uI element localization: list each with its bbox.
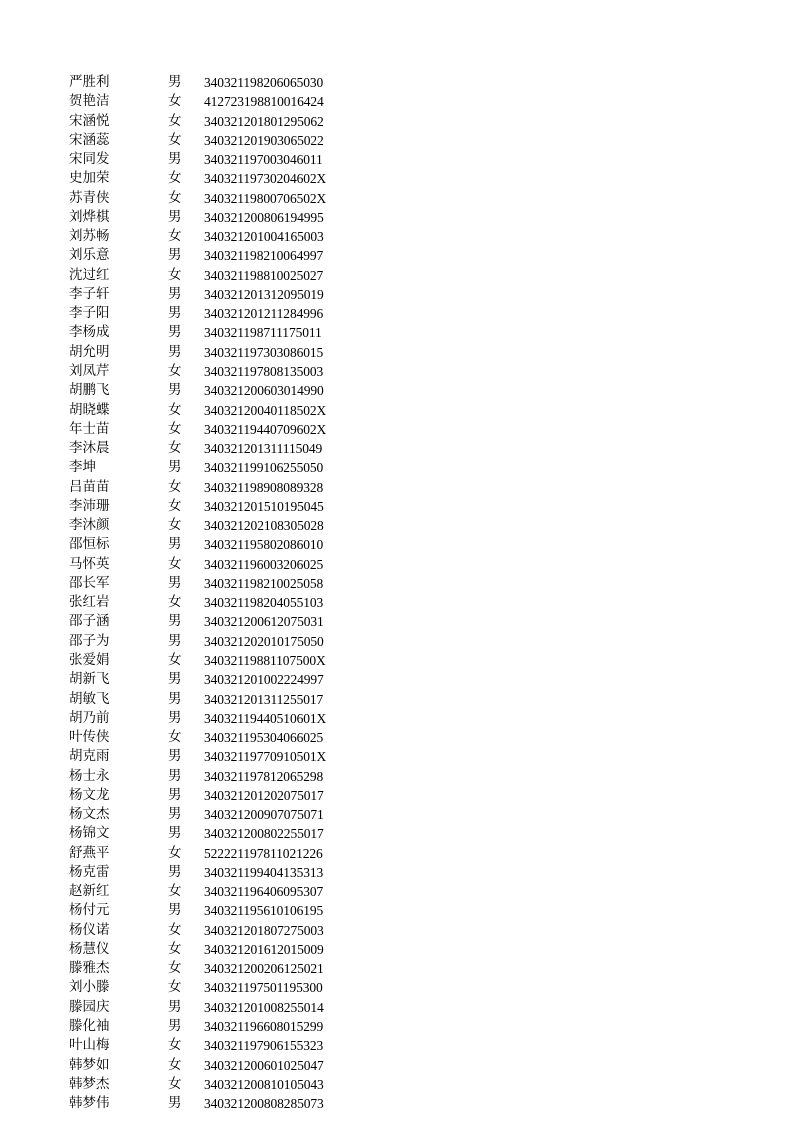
table-row <box>69 921 369 940</box>
name-cell: 杨仪诺 <box>69 921 110 938</box>
table-row <box>69 651 369 670</box>
id-number-cell: 340321201311115049 <box>204 441 323 457</box>
table-row <box>69 901 369 920</box>
gender-cell: 男 <box>168 709 182 726</box>
id-number-cell: 340321200802255017 <box>204 826 324 842</box>
table-row <box>69 73 369 92</box>
table-row <box>69 998 369 1017</box>
name-cell: 史加荣 <box>69 170 110 187</box>
gender-cell: 女 <box>168 555 182 572</box>
table-row <box>69 208 369 227</box>
name-cell: 刘小滕 <box>69 979 110 996</box>
table-row <box>69 940 369 959</box>
name-cell: 邵子涵 <box>69 613 110 630</box>
id-number-cell: 340321196406095307 <box>204 884 324 900</box>
id-number-cell: 340321202108305028 <box>204 518 324 534</box>
id-number-cell: 340321201002224997 <box>204 672 324 688</box>
name-cell: 邵子为 <box>69 632 110 649</box>
name-cell: 宋涵悦 <box>69 112 110 129</box>
name-cell: 韩梦杰 <box>69 1075 110 1092</box>
name-cell: 杨锦文 <box>69 825 110 842</box>
id-number-cell: 412723198810016424 <box>204 94 324 110</box>
name-cell: 沈过红 <box>69 266 110 283</box>
gender-cell: 女 <box>168 440 182 457</box>
table-row <box>69 285 369 304</box>
id-number-cell: 340321201202075017 <box>204 787 324 803</box>
name-cell: 张红岩 <box>69 594 110 611</box>
name-cell: 杨慧仪 <box>69 940 110 957</box>
table-row <box>69 824 369 843</box>
id-number-cell: 34032119440709602X <box>204 421 327 437</box>
name-cell: 严胜利 <box>69 74 110 90</box>
name-cell: 滕园庆 <box>69 998 110 1015</box>
gender-cell: 男 <box>168 382 182 399</box>
gender-cell: 男 <box>168 613 182 630</box>
table-row <box>69 978 369 997</box>
name-cell: 韩梦如 <box>69 1056 110 1073</box>
gender-cell: 男 <box>168 343 182 360</box>
id-number-cell: 34032119770910501X <box>204 749 327 765</box>
name-cell: 胡晓蝶 <box>69 401 110 418</box>
table-row <box>69 227 369 246</box>
table-row <box>69 1036 369 1055</box>
name-cell: 李沐晨 <box>69 440 110 457</box>
name-cell: 邵长军 <box>69 574 110 591</box>
name-cell: 胡新飞 <box>69 671 110 688</box>
table-row <box>69 747 369 766</box>
table-row <box>69 131 369 150</box>
gender-cell: 女 <box>168 979 182 996</box>
table-row <box>69 882 369 901</box>
table-row <box>69 189 369 208</box>
gender-cell: 女 <box>168 401 182 418</box>
gender-cell: 男 <box>168 825 182 842</box>
table-row <box>69 535 369 554</box>
table-row <box>69 323 369 342</box>
gender-cell: 女 <box>168 940 182 957</box>
gender-cell: 男 <box>168 748 182 765</box>
name-cell: 李子阳 <box>69 305 110 322</box>
id-number-cell: 340321196003206025 <box>204 556 324 572</box>
name-cell: 贺艳洁 <box>69 93 110 110</box>
id-number-cell: 340321200206125021 <box>204 961 324 977</box>
table-row <box>69 478 369 497</box>
name-cell: 叶山梅 <box>69 1037 110 1054</box>
gender-cell: 男 <box>168 632 182 649</box>
table-row <box>69 555 369 574</box>
name-cell: 吕苗苗 <box>69 478 110 495</box>
gender-cell: 男 <box>168 690 182 707</box>
table-row <box>69 574 369 593</box>
gender-cell: 女 <box>168 112 182 129</box>
name-cell: 李杨成 <box>69 324 110 341</box>
gender-cell: 男 <box>168 1095 182 1112</box>
id-number-cell: 340321201311255017 <box>204 691 324 707</box>
gender-cell: 女 <box>168 1075 182 1092</box>
name-cell: 杨文龙 <box>69 786 110 803</box>
name-cell: 韩梦伟 <box>69 1095 110 1112</box>
table-row <box>69 150 369 169</box>
gender-cell: 女 <box>168 1056 182 1073</box>
id-number-cell: 340321197808135003 <box>204 363 324 379</box>
name-cell: 杨克雷 <box>69 863 110 880</box>
gender-cell: 男 <box>168 786 182 803</box>
gender-cell: 女 <box>168 266 182 283</box>
gender-cell: 男 <box>168 208 182 225</box>
table-row <box>69 1017 369 1036</box>
gender-cell: 女 <box>168 960 182 977</box>
id-number-cell: 340321197003046011 <box>204 152 323 168</box>
id-number-cell: 340321195304066025 <box>204 730 324 746</box>
gender-cell: 男 <box>168 767 182 784</box>
gender-cell: 男 <box>168 285 182 302</box>
id-number-cell: 522221197811021226 <box>204 845 323 861</box>
table-row <box>69 844 369 863</box>
table-row <box>69 497 369 516</box>
name-cell: 叶传侠 <box>69 729 110 746</box>
id-number-cell: 340321195802086010 <box>204 537 324 553</box>
table-row <box>69 690 369 709</box>
name-cell: 张爱娟 <box>69 651 110 668</box>
id-number-cell: 340321201211284996 <box>204 306 324 322</box>
id-number-cell: 340321198204055103 <box>204 595 324 611</box>
table-row <box>69 593 369 612</box>
table-row <box>69 670 369 689</box>
gender-cell: 女 <box>168 517 182 534</box>
id-number-cell: 340321197303086015 <box>204 344 324 360</box>
gender-cell: 男 <box>168 151 182 168</box>
name-cell: 年士苗 <box>69 420 110 437</box>
table-row <box>69 728 369 747</box>
table-row <box>69 401 369 420</box>
table-row <box>69 246 369 265</box>
gender-cell: 男 <box>168 536 182 553</box>
id-number-cell: 340321200601025047 <box>204 1057 324 1073</box>
id-number-cell: 340321201612015009 <box>204 941 324 957</box>
id-number-cell: 340321201312095019 <box>204 286 324 302</box>
table-row <box>69 709 369 728</box>
table-row <box>69 381 369 400</box>
table-row <box>69 863 369 882</box>
name-cell: 刘苏畅 <box>69 228 110 245</box>
id-number-cell: 340321201008255014 <box>204 999 324 1015</box>
id-number-cell: 340321201510195045 <box>204 498 324 514</box>
name-cell: 杨付元 <box>69 902 110 919</box>
table-row <box>69 169 369 188</box>
id-number-cell: 340321198810025027 <box>204 267 324 283</box>
id-number-cell: 340321198711175011 <box>204 325 322 341</box>
gender-cell: 女 <box>168 478 182 495</box>
gender-cell: 男 <box>168 459 182 476</box>
table-row <box>69 439 369 458</box>
id-number-cell: 340321200603014990 <box>204 383 324 399</box>
gender-cell: 女 <box>168 921 182 938</box>
gender-cell: 女 <box>168 189 182 206</box>
id-number-cell: 340321200612075031 <box>204 614 324 630</box>
gender-cell: 男 <box>168 74 182 90</box>
gender-cell: 女 <box>168 228 182 245</box>
gender-cell: 女 <box>168 1037 182 1054</box>
name-cell: 滕雅杰 <box>69 960 110 977</box>
table-row <box>69 959 369 978</box>
id-number-cell: 340321197812065298 <box>204 768 324 784</box>
id-number-cell: 340321201801295062 <box>204 113 324 129</box>
gender-cell: 女 <box>168 170 182 187</box>
id-number-cell: 34032119730204602X <box>204 171 327 187</box>
table-row <box>69 92 369 111</box>
table-row <box>69 304 369 323</box>
id-number-cell: 340321199404135313 <box>204 864 324 880</box>
name-cell: 邵恒标 <box>69 536 110 553</box>
id-number-cell: 340321200808285073 <box>204 1096 324 1112</box>
name-cell: 胡乃前 <box>69 709 110 726</box>
name-cell: 刘凤芹 <box>69 362 110 379</box>
name-cell: 杨士永 <box>69 767 110 784</box>
name-cell: 胡允明 <box>69 343 110 360</box>
table-row <box>69 266 369 285</box>
name-cell: 胡鹏飞 <box>69 382 110 399</box>
id-number-cell: 340321200810105043 <box>204 1076 324 1092</box>
gender-cell: 男 <box>168 324 182 341</box>
id-number-cell: 340321198210025058 <box>204 575 324 591</box>
gender-cell: 男 <box>168 863 182 880</box>
table-row <box>69 612 369 631</box>
table-row <box>69 420 369 439</box>
name-cell: 赵新红 <box>69 883 110 900</box>
name-cell: 李沐颜 <box>69 517 110 534</box>
gender-cell: 男 <box>168 1018 182 1035</box>
name-cell: 杨文杰 <box>69 806 110 823</box>
table-row <box>69 805 369 824</box>
id-number-cell: 340321196608015299 <box>204 1019 324 1035</box>
gender-cell: 女 <box>168 497 182 514</box>
table-row <box>69 112 369 131</box>
id-number-cell: 340321198206065030 <box>204 75 324 90</box>
table-row <box>69 362 369 381</box>
gender-cell: 女 <box>168 883 182 900</box>
id-number-cell: 340321195610106195 <box>204 903 324 919</box>
gender-cell: 男 <box>168 247 182 264</box>
gender-cell: 女 <box>168 93 182 110</box>
name-cell: 苏青侠 <box>69 189 110 206</box>
gender-cell: 女 <box>168 362 182 379</box>
name-cell: 宋涵蕊 <box>69 131 110 148</box>
name-cell: 宋同发 <box>69 151 110 168</box>
table-row <box>69 343 369 362</box>
gender-cell: 男 <box>168 671 182 688</box>
id-number-cell: 340321200907075071 <box>204 807 324 823</box>
gender-cell: 男 <box>168 305 182 322</box>
name-cell: 滕化袖 <box>69 1018 110 1035</box>
name-cell: 胡克雨 <box>69 748 110 765</box>
gender-cell: 女 <box>168 594 182 611</box>
name-cell: 李沛珊 <box>69 497 110 514</box>
name-cell: 胡敏飞 <box>69 690 110 707</box>
table-row <box>69 632 369 651</box>
name-cell: 李子轩 <box>69 285 110 302</box>
table-row <box>69 786 369 805</box>
name-cell: 刘烨棋 <box>69 208 110 225</box>
table-row <box>69 1056 369 1075</box>
table-row <box>69 516 369 535</box>
id-number-cell: 340321201807275003 <box>204 922 324 938</box>
gender-cell: 男 <box>168 998 182 1015</box>
id-number-cell: 340321201004165003 <box>204 229 324 245</box>
gender-cell: 女 <box>168 729 182 746</box>
id-number-cell: 34032119800706502X <box>204 190 327 206</box>
id-number-cell: 340321197501195300 <box>204 980 323 996</box>
id-number-cell: 340321197906155323 <box>204 1038 324 1054</box>
name-cell: 舒燕平 <box>69 844 110 861</box>
gender-cell: 女 <box>168 651 182 668</box>
id-number-cell: 340321199106255050 <box>204 460 324 476</box>
gender-cell: 女 <box>168 420 182 437</box>
id-number-cell: 34032119440510601X <box>204 710 327 726</box>
id-number-cell: 340321201903065022 <box>204 132 324 148</box>
gender-cell: 女 <box>168 844 182 861</box>
id-number-cell: 34032119881107500X <box>204 652 326 668</box>
table-row <box>69 1075 369 1094</box>
id-number-cell: 340321198210064997 <box>204 248 324 264</box>
person-list-table <box>69 73 369 1113</box>
table-row <box>69 458 369 477</box>
table-row <box>69 767 369 786</box>
gender-cell: 男 <box>168 574 182 591</box>
name-cell: 马怀英 <box>69 555 110 572</box>
id-number-cell: 34032120040118502X <box>204 402 327 418</box>
gender-cell: 男 <box>168 806 182 823</box>
id-number-cell: 340321198908089328 <box>204 479 324 495</box>
id-number-cell: 340321202010175050 <box>204 633 324 649</box>
gender-cell: 男 <box>168 902 182 919</box>
gender-cell: 女 <box>168 131 182 148</box>
id-number-cell: 340321200806194995 <box>204 209 324 225</box>
name-cell: 李坤 <box>69 459 96 476</box>
table-row <box>69 1094 369 1113</box>
name-cell: 刘乐意 <box>69 247 110 264</box>
